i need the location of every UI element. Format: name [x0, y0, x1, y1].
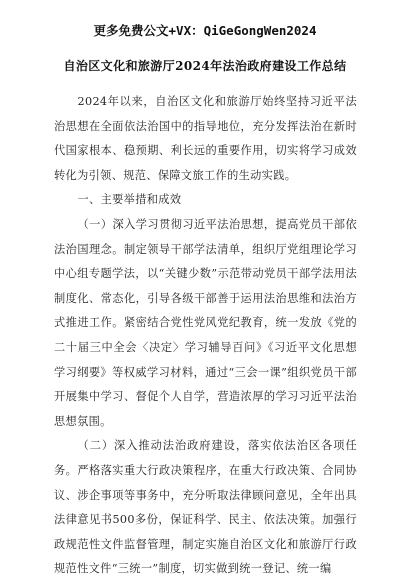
- paragraph-rule-of-law-government: （二）深入推动法治政府建设，落实依法治区各项任务。严格落实重大行政决策程序，在重大行政决策、合同协议、涉企事项等事务中，充分听取法律顾问意见，全年出具法律意见书500多份，保证科学、民主、依法决策。加强行政规范性文件监督管理，制定实施自治区文化和旅游厅行政规范性文件“三统一”制度，切实做到统一登记、统一编: [54, 439, 357, 576]
- section-heading: 一、主要举措和成效: [77, 193, 182, 207]
- document-title: 自治区文化和旅游厅2024年法治政府建设工作总结: [63, 59, 347, 73]
- watermark-header: 更多免费公文+VX：QiGeGongWen2024: [93, 23, 317, 38]
- intro-paragraph: 2024年以来，自治区文化和旅游厅始终坚持习近平法治思想在全面依法治国中的指导地位，充分发挥法治在新时代国家根本、稳预期、利长远的重要作用，切实将学习成效转化为引领、规范、保障文旅工作的生动实践。: [54, 95, 357, 182]
- paragraph-study-rule-of-law: （一）深入学习贯彻习近平法治思想，提高党员干部依法治国理念。制定领导干部学法清单，组织厅党组理论学习中心组专题学法，以“关键少数”示范带动党员干部学法用法制度化、常态化，引导各级干部善于运用法治思维和法治方式推进工作。紧密结合党性党风党纪教育，统一发放《党的二十届三中全会〈决定〉学习辅导百问》《习近平文化思想学习纲要》等权威学习材料，通过“三会一课”组织党员干部开展集中学习、督促个人自学，营造浓厚的学习习近平法治思想氛围。: [54, 217, 357, 428]
- document-body: [54, 90, 357, 582]
